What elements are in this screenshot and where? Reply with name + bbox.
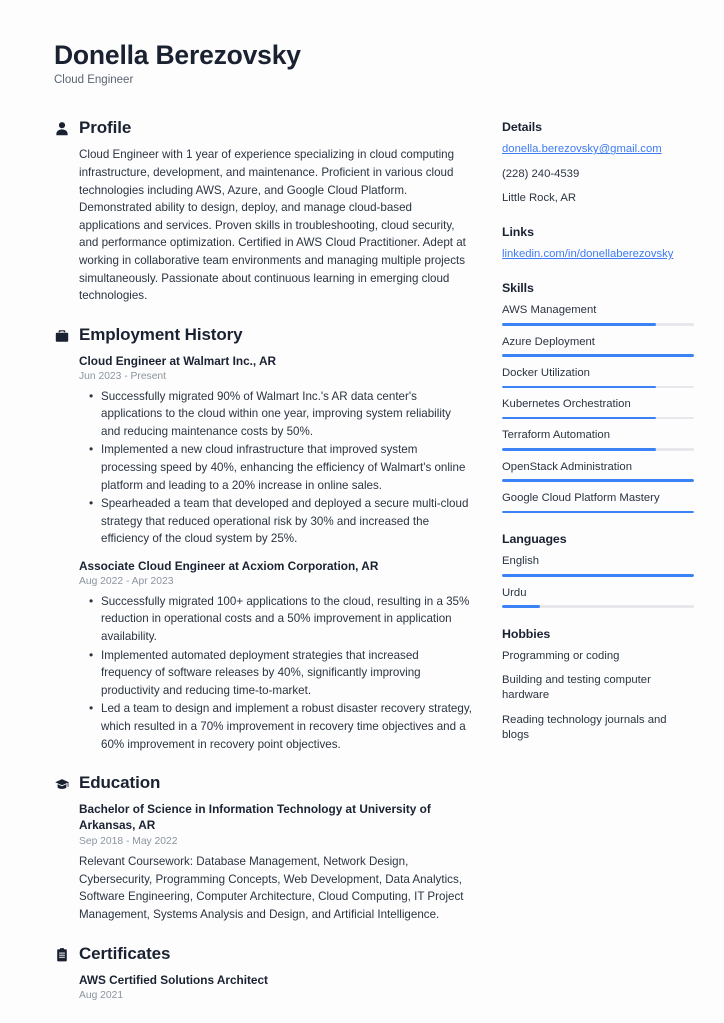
list-item: • Spearheaded a team that developed and deployed a secure multi-cloud strategy that reduced operational risk by 30% and increased the efficiency of the cloud system by 25%. [101,495,472,548]
skill-label: Terraform Automation [502,429,610,442]
skill-bar-track [502,479,694,482]
skill-label: Docker Utilization [502,366,590,379]
list-item: • Successfully migrated 100+ applications to the cloud, resulting in a 35% reduction in operational costs and a 50% improvement in application availability. [101,593,472,646]
section-header-certificates [54,944,472,964]
section-certificates [54,944,472,1004]
employment-entry-bullets [79,593,472,753]
language-label: Urdu [502,586,527,599]
language-bar-track [502,605,694,608]
employment-entry-bullets [79,388,472,548]
language-bar-fill [502,574,694,577]
skill-bar-track [502,323,694,326]
skill-bar-fill [502,448,656,451]
language-bar-fill [502,605,540,608]
skill-item [502,366,694,388]
phone-text: (228) 240-4539 [502,167,580,180]
hobby-item: Programming or coding [502,649,620,662]
section-employment-history [54,325,472,753]
skill-label: AWS Management [502,304,597,317]
sidebar-title-languages: Languages [502,532,567,547]
certificate-icon [54,947,70,963]
resume-columns [54,118,686,1023]
education-entry-title: Bachelor of Science in Information Technology at University of Arkansas, AR [79,802,431,833]
section-title-education: Education [79,773,161,793]
skill-bar-track [502,448,694,451]
employment-entry-date: Jun 2023 - Present [79,371,167,383]
certificate-entry-date: Aug 2021 [79,989,124,1001]
employment-entry [79,558,472,753]
section-body-profile [54,146,472,304]
skill-label: OpenStack Administration [502,460,632,473]
profile-text: Cloud Engineer with 1 year of experience specializing in cloud computing infrastructure, development, and maintenance. Proficient in various cloud technologies including AWS, Azure, and Google Cloud Platform. Demonstrated ability to design, deploy, and manage cloud-based applications and services. Proven skills in troubleshooting, cloud security, and performance optimization. Certified in AWS Cloud Practitioner. Adept at working in collaborative team environments and managing multiple projects simultaneously. Passionate about continuous learning in emerging cloud technologies. [79,148,466,303]
certificate-entry [79,972,472,1004]
skill-label: Kubernetes Orchestration [502,398,631,411]
location-text: Little Rock, AR [502,191,577,204]
section-title-employment: Employment History [79,324,243,344]
section-header-profile [54,118,472,138]
candidate-name: Donella Berezovsky [54,40,301,70]
linkedin-link[interactable]: linkedin.com/in/donellaberezovsky [502,248,674,261]
user-icon [54,121,70,137]
employment-entry-date: Aug 2022 - Apr 2023 [79,576,174,588]
language-label: English [502,555,540,568]
skill-bar-fill [502,323,656,326]
briefcase-icon [54,328,70,344]
list-item: • Implemented automated deployment strategies that increased frequency of software releases by 40%, significantly improving productivity and reducing time-to-market. [101,647,472,700]
sidebar-title-skills: Skills [502,281,534,296]
language-item [502,554,694,576]
employment-entry-title: Associate Cloud Engineer at Acxiom Corporation, AR [79,559,379,574]
education-entry-date: Sep 2018 - May 2022 [79,835,178,847]
sidebar-title-hobbies: Hobbies [502,626,551,641]
section-body-certificates [54,972,472,1004]
skill-bar-fill [502,479,694,482]
list-item: • Successfully migrated 90% of Walmart Inc.'s AR data center's applications to the cloud within one year, improving system reliability and reducing maintenance costs by 50%. [101,388,472,441]
employment-entry-title: Cloud Engineer at Walmart Inc., AR [79,353,277,368]
main-column [54,118,472,1023]
skill-bar-fill [502,417,656,420]
skill-bar-track [502,354,694,357]
hobby-item: Reading technology journals and blogs [502,713,667,741]
section-body-education [54,801,472,923]
skill-bar-fill [502,386,656,389]
skill-bar-track [502,511,694,514]
sidebar-details [502,120,694,206]
skill-bar-fill [502,354,694,357]
skill-item [502,303,694,325]
skill-bar-track [502,417,694,420]
employment-entry [79,353,472,548]
skill-item [502,491,694,513]
skill-label: Google Cloud Platform Mastery [502,492,660,504]
skill-bar-track [502,386,694,389]
section-title-certificates: Certificates [79,943,171,963]
email-link[interactable]: donella.berezovsky@gmail.com [502,143,662,156]
skill-item [502,397,694,419]
sidebar-title-links: Links [502,225,534,240]
skill-label: Azure Deployment [502,335,595,348]
sidebar-column [502,118,694,762]
sidebar-skills [502,281,694,513]
list-item: • Implemented a new cloud infrastructure that improved system processing speed by 40%, enhancing the efficiency of Walmart's online platform and leading to a 20% increase in online sales. [101,441,472,494]
list-item: • Led a team to design and implement a robust disaster recovery strategy, which resulted in a 70% improvement in recovery time objectives and a 60% improvement in recovery point objectives. [101,700,472,753]
certificate-entry-title: AWS Certified Solutions Architect [79,972,268,987]
sidebar-languages [502,532,694,608]
section-header-employment [54,325,472,345]
skill-item [502,335,694,357]
skill-bar-fill [502,511,694,514]
sidebar-title-details: Details [502,120,542,135]
sidebar-links [502,225,694,262]
education-entry [79,801,472,923]
section-body-employment [54,353,472,753]
candidate-job-title: Cloud Engineer [54,74,134,87]
section-education [54,773,472,923]
education-entry-description: Relevant Coursework: Database Management, Network Design, Cybersecurity, Programming Concepts, Web Development, Data Analytics, Software Engineering, Computer Architecture, Cloud Computing, IT Project Management, Systems Analysis and Design, and Artificial Intelligence. [79,855,464,921]
graduation-cap-icon [54,776,70,792]
section-profile [54,118,472,304]
sidebar-hobbies [502,627,694,743]
hobby-item: Building and testing computer hardware [502,674,651,702]
skill-item [502,428,694,450]
language-bar-track [502,574,694,577]
section-title-profile: Profile [79,118,132,138]
language-item [502,586,694,608]
resume-header [54,40,686,88]
section-header-education [54,773,472,793]
skill-item [502,460,694,482]
